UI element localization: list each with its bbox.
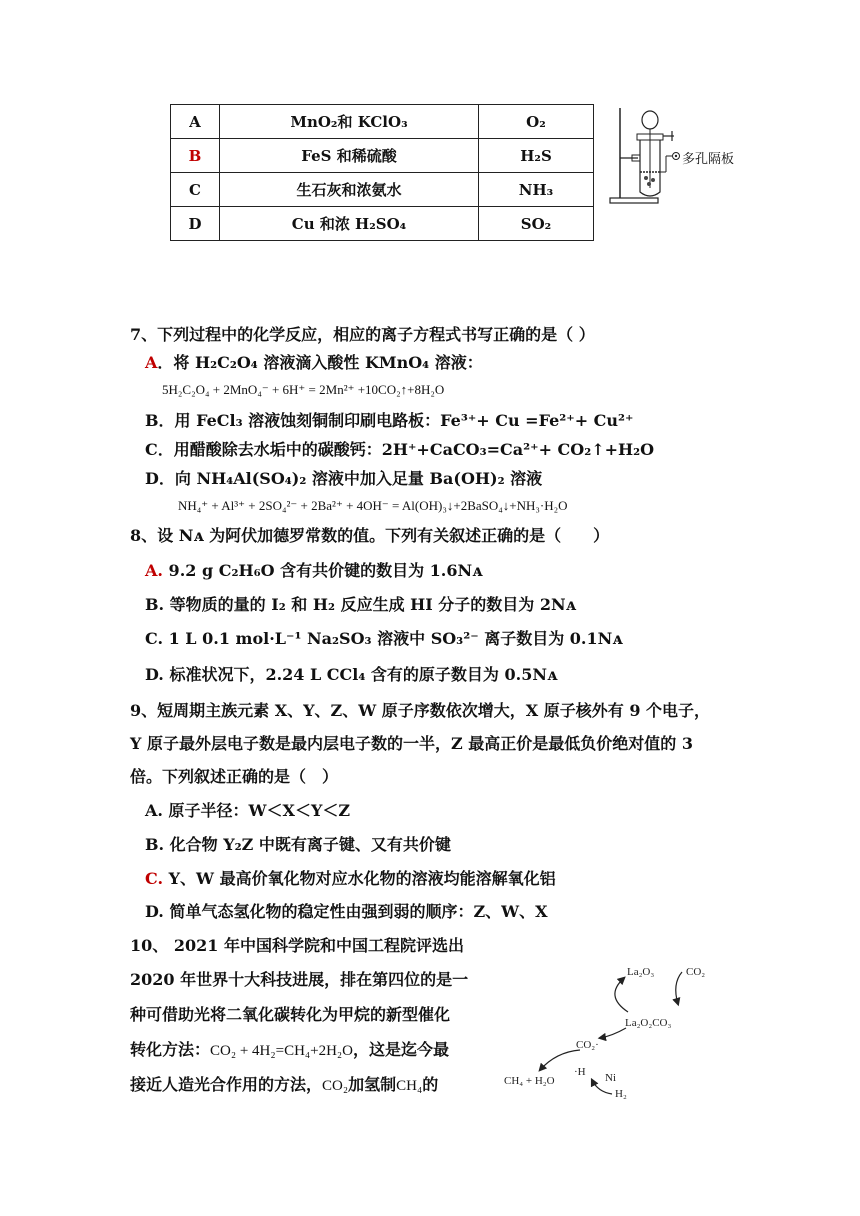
q7-option-c: C．用醋酸除去水垢中的碳酸钙：2H⁺+CaCO₃=Ca²⁺+ CO₂↑+H₂O — [145, 440, 655, 459]
row-label: A — [171, 105, 220, 139]
q7-d-equation: NH₄⁺ + Al³⁺ + 2SO₄²⁻ + 2Ba²⁺ + 4OH⁻ = Al(OH)₃↓+2BaSO₄↓+NH₃·H₂O — [178, 498, 568, 513]
co2-radical-arrow — [600, 1028, 626, 1038]
q7-option-b: B．用 FeCl₃ 溶液蚀刻铜制印刷电路板：Fe³⁺+ Cu =Fe²⁺+ Cu²⁺ — [145, 411, 634, 430]
co2-top-label: CO₂ — [686, 966, 706, 978]
row-reagent: Cu 和浓 H₂SO₄ — [220, 207, 479, 241]
q9-option-c — [145, 868, 556, 890]
q8-option-c: C. 1 L 0.1 mol·L⁻¹ Na₂SO₃ 溶液中 SO₃²⁻ 离子数目为 0.1Nᴀ — [145, 629, 623, 648]
table-row — [171, 207, 594, 241]
q7-option-d: D．向 NH₄Al(SO₄)₂ 溶液中加入足量 Ba(OH)₂ 溶液 — [145, 469, 543, 488]
row-reagent: MnO₂和 KClO₃ — [220, 105, 479, 139]
q9-option-d: D. 简单气态氢化物的稳定性由强到弱的顺序：Z、W、X — [145, 902, 548, 921]
q7-a-letter: A — [145, 353, 158, 372]
q7-option-a — [145, 352, 483, 374]
q8-a-text: 9.2 g C₂H₆O 含有共价键的数目为 1.6Nᴀ — [162, 561, 483, 580]
q10-ch4: CH₄ — [396, 1078, 423, 1094]
q7-a-equation: 5H₂C₂O₄ + 2MnO₄⁻ + 6H⁺ = 2Mn²⁺ +10CO₂↑+8H₂O — [162, 382, 445, 397]
row-gas: H₂S — [479, 139, 594, 173]
q9-c-letter: C. — [145, 869, 164, 888]
row-gas: O₂ — [479, 105, 594, 139]
regeneration-arrow — [615, 978, 628, 1012]
table-row — [171, 173, 594, 207]
q9-stem-line2: Y 原子最外层电子数是最内层电子数的一半，Z 最高正价是最低负价绝对值的 3 — [130, 734, 693, 753]
row-label: B — [171, 139, 220, 173]
q9-stem-line3: 倍。下列叙述正确的是（ ） — [130, 767, 339, 786]
options-table — [170, 104, 594, 241]
q8-stem: 8、设 Nᴀ 为阿伏加德罗常数的值。下列有关叙述正确的是（ ） — [130, 526, 610, 545]
la2o2co3-label: La₂O₂CO₃ — [625, 1017, 672, 1029]
q8-option-d: D. 标准状况下，2.24 L CCl₄ 含有的原子数目为 0.5Nᴀ — [145, 665, 558, 684]
q7-a-text: ．将 H₂C₂O₄ 溶液滴入酸性 KMnO₄ 溶液： — [157, 353, 483, 372]
q10-line2: 2020 年世界十大科技进展，排在第四位的是一 — [130, 970, 469, 989]
table-row — [171, 105, 594, 139]
q9-stem-line1: 9、短周期主族元素 X、Y、Z、W 原子序数依次增大，X 原子核外有 9 个电子， — [130, 701, 711, 720]
q9-option-a: A. 原子半径：W＜X＜Y＜Z — [145, 801, 351, 820]
row-reagent: FeS 和稀硫酸 — [220, 139, 479, 173]
table-row — [171, 139, 594, 173]
co2-radical-label: CO₂· — [576, 1039, 599, 1051]
q10-line5-text-b: 加氢制 — [348, 1075, 397, 1094]
la2o3-label: La₂O₃ — [627, 966, 655, 978]
q10-line5 — [130, 1074, 438, 1097]
q8-option-a — [145, 560, 482, 582]
q10-co2: CO₂ — [322, 1078, 349, 1094]
products-label: CH₄ + H₂O — [504, 1075, 555, 1087]
q10-line4-text-a: 转化方法： — [130, 1040, 211, 1059]
q10-line4 — [130, 1039, 449, 1062]
q10-line5-text-c: 的 — [422, 1075, 439, 1094]
q9-option-b: B. 化合物 Y₂Z 中既有离子键、又有共价键 — [145, 835, 451, 854]
row-label: C — [171, 173, 220, 207]
q10-line5-text-a: 接近人造光合作用的方法， — [130, 1075, 323, 1094]
q10-line1: 10、 2021 年中国科学院和中国工程院评选出 — [130, 936, 464, 955]
q9-c-text: Y、W 最高价氧化物对应水化物的溶液均能溶解氧化铝 — [163, 869, 556, 888]
q10-line4-text-b: ，这是迄今最 — [352, 1040, 449, 1059]
q10-equation: CO₂ + 4H₂=CH₄+2H₂O — [210, 1043, 353, 1059]
q8-option-b: B. 等物质的量的 I₂ 和 H₂ 反应生成 HI 分子的数目为 2Nᴀ — [145, 595, 576, 614]
apparatus-label: 多孔隔板 — [682, 152, 735, 167]
h2-label: H₂ — [615, 1088, 627, 1100]
ni-label: Ni — [605, 1072, 616, 1084]
catalytic-cycle-diagram — [500, 958, 740, 1103]
q8-a-letter: A. — [145, 561, 163, 580]
q10-line3: 种可借助光将二氧化碳转化为甲烷的新型催化 — [130, 1005, 451, 1024]
h-radical-label: ·H — [574, 1066, 586, 1078]
row-reagent: 生石灰和浓氨水 — [220, 173, 479, 207]
row-label: D — [171, 207, 220, 241]
q7-stem: 7、下列过程中的化学反应，相应的离子方程式书写正确的是（ ） — [130, 325, 595, 344]
co2-in-arrow — [676, 972, 682, 1004]
row-gas: NH₃ — [479, 173, 594, 207]
row-gas: SO₂ — [479, 207, 594, 241]
